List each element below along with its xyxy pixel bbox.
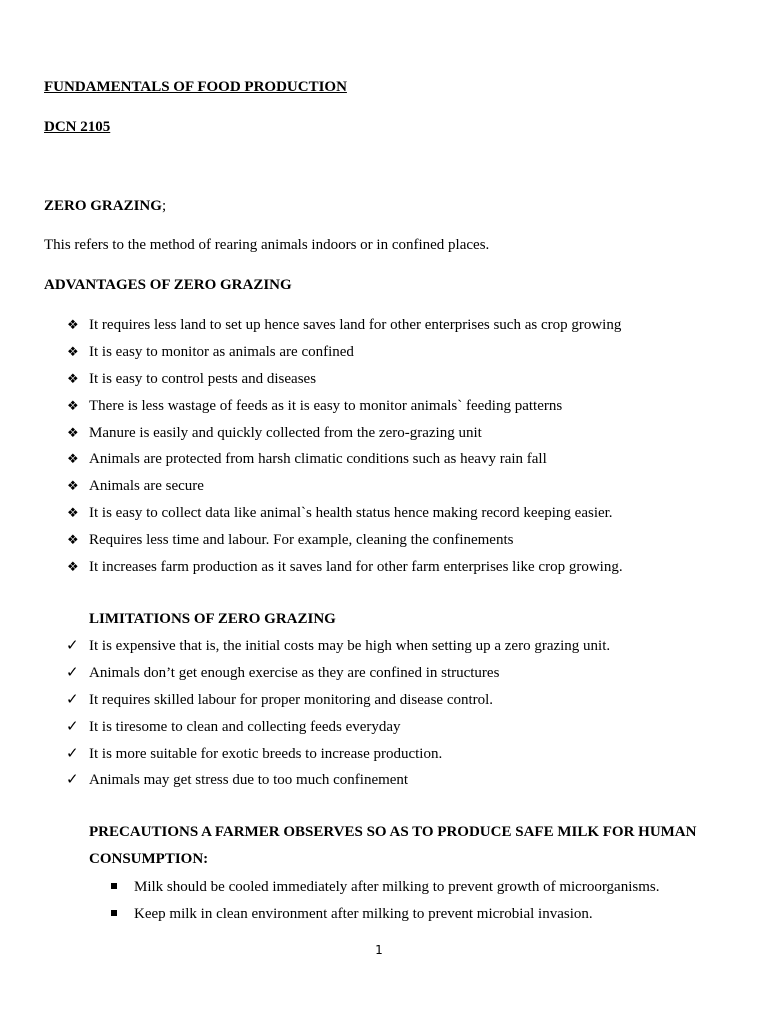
list-item: ✓ It requires skilled labour for proper monitoring and disease control. [66,691,494,708]
list-item: ❖ Manure is easily and quickly collected from the zero-grazing unit [67,424,482,441]
diamond-bullet-icon: ❖ [67,397,79,413]
checkmark-icon: ✓ [66,772,79,789]
list-item: ❖ It is easy to collect data like animal`s health status hence making record keeping easier. [67,505,613,522]
zero-grazing-punct: ; [161,198,167,214]
list-item: ❖ Requires less time and labour. For example, cleaning the confinements [67,532,514,549]
list-item: ❖ It is easy to control pests and diseases [67,370,317,387]
page-number: 1 [375,943,383,957]
checkmark-icon: ✓ [66,638,79,654]
list-item: ✓ Animals don’t get enough exercise as they are confined in structures [66,664,500,681]
diamond-bullet-icon: ❖ [67,478,79,494]
list-item: ❖ Animals are secure [67,478,204,495]
limitations-heading: LIMITATIONS OF ZERO GRAZING [89,611,336,627]
list-item: ❖ It is easy to monitor as animals are confined [67,343,354,360]
diamond-bullet-icon: ❖ [67,370,79,386]
list-item: ❖ There is less wastage of feeds as it is easy to monitor animals` feeding patterns [67,397,563,414]
list-item: ❖ It increases farm production as it saves land for other farm enterprises like crop growing. [67,559,623,576]
list-item: ✓ It is more suitable for exotic breeds to increase production. [66,745,443,762]
diamond-bullet-icon: ❖ [67,559,79,575]
checkmark-icon: ✓ [66,718,79,735]
zero-grazing-title: ZERO GRAZING [44,198,162,214]
list-item: ❖ It requires less land to set up hence saves land for other enterprises such as crop growing [67,317,622,333]
precautions-heading: PRECAUTIONS A FARMER OBSERVES SO AS TO PRODUCE SAFE MILK FOR HUMAN CONSUMPTION: [89,824,697,867]
diamond-bullet-icon: ❖ [67,505,79,521]
course-code: DCN 2105 [44,119,111,135]
limitations-list [44,637,610,798]
checkmark-icon: ✓ [66,745,79,762]
diamond-bullet-icon: ❖ [67,532,79,548]
checkmark-icon: ✓ [66,691,79,708]
diamond-bullet-icon: ❖ [67,424,79,440]
advantages-heading: ADVANTAGES OF ZERO GRAZING [44,277,292,293]
checkmark-icon: ✓ [66,664,79,681]
diamond-bullet-icon: ❖ [67,317,79,332]
list-item: ✓ Animals may get stress due to too much confinement [66,772,409,789]
definition-text: This refers to the method of rearing animals indoors or in confined places. [44,237,490,253]
section-heading-zero-grazing [44,197,166,215]
diamond-bullet-icon: ❖ [67,451,79,467]
list-item: Keep milk in clean environment after milking to prevent microbial invasion. [84,905,659,932]
list-item: ❖ Animals are protected from harsh climatic conditions such as heavy rain fall [67,451,547,468]
list-item: ✓ It is tiresome to clean and collecting feeds everyday [66,718,401,735]
advantages-list [44,316,623,585]
square-bullet-icon [111,883,117,889]
square-bullet-icon [111,910,117,916]
course-title: FUNDAMENTALS OF FOOD PRODUCTION [44,79,347,95]
diamond-bullet-icon: ❖ [67,343,79,359]
list-item: ✓ It is expensive that is, the initial costs may be high when setting up a zero grazing unit. [66,638,611,654]
precautions-list [84,878,659,932]
list-item: Milk should be cooled immediately after milking to prevent growth of microorganisms. [84,878,659,905]
